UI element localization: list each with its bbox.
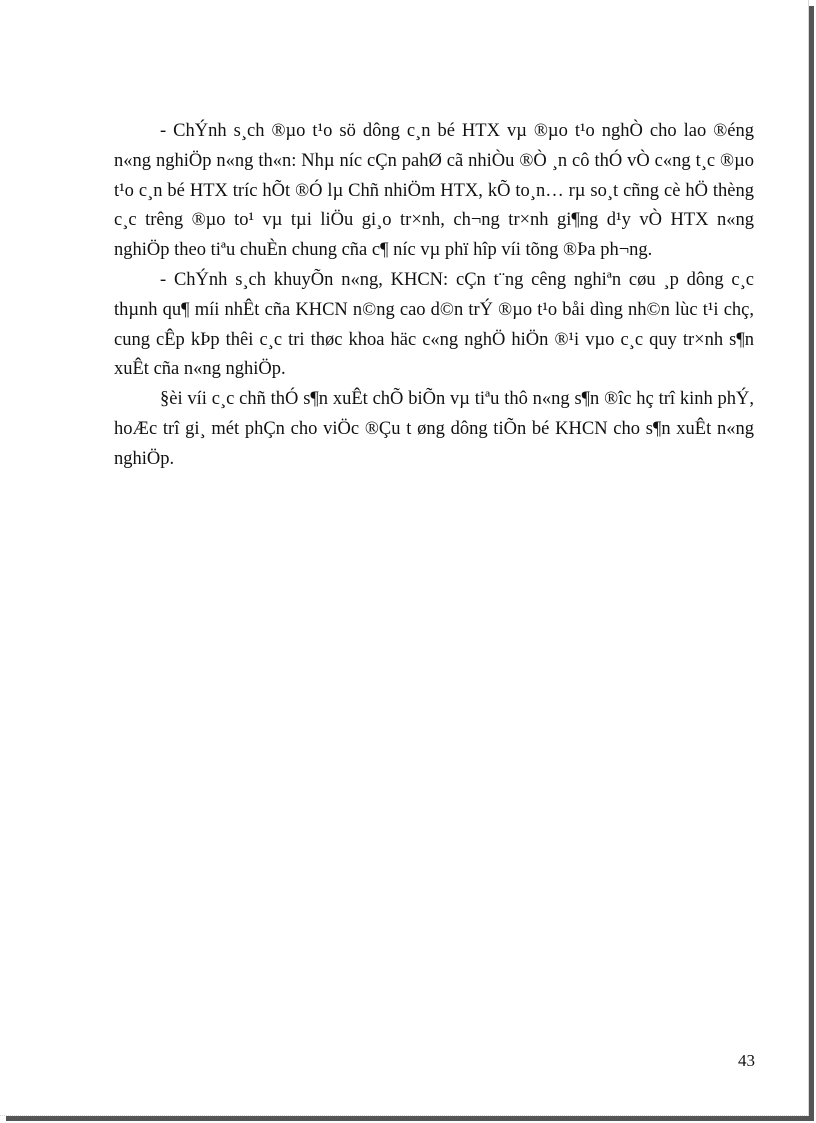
document-body [114,117,754,475]
page-shadow-right [809,6,814,1117]
page-shadow-bottom [6,1116,814,1121]
paragraph-producer-support: §èi víi c¸c chñ thÓ s¶n xuÊt chÕ biÕn vµ tiªu thô n«ng s¶n ®îc hç trî kinh phÝ, hoÆc trî gi¸ mét phÇn cho viÖc ®Çu t øng dông tiÕn bé KHCN cho s¶n xuÊt n«ng nghiÖp. [114,389,754,469]
paragraph-training-policy: - ChÝnh s¸ch ®µo t¹o sö dông c¸n bé HTX vµ ®µo t¹o nghÒ cho lao ®éng n«ng nghiÖp n«ng th«n: Nhµ níc cÇn pahØ cã nhiÒu ®Ò ¸n cô thÓ vÒ c«ng t¸c ®µo t¹o c¸n bé HTX tríc hÕt ®Ó lµ Chñ nhiÖm HTX, kÕ to¸n… rµ so¸t cñng cè hÖ thèng c¸c trêng ®µo to¹ vµ tµi liÖu gi¸o tr×nh, ch¬ng tr×nh gi¶ng d¹y vÒ HTX n«ng nghiÖp theo tiªu chuÈn chung cña c¶ níc vµ phï hîp víi tõng ®Þa ph¬ng. [114,121,754,261]
paragraph-extension-policy: - ChÝnh s¸ch khuyÕn n«ng, KHCN: cÇn t¨ng cêng nghiªn cøu ¸p dông c¸c thµnh qu¶ míi nhÊt cña KHCN n©ng cao d©n trÝ ®µo t¹o båi dìng nh©n lùc t¹i chç, cung cÊp kÞp thêi c¸c tri thøc khoa häc c«ng nghÖ hiÖn ®¹i vµo c¸c quy tr×nh s¶n xuÊt cña n«ng nghiÖp. [114,269,754,380]
page-number: 43 [738,1051,755,1070]
